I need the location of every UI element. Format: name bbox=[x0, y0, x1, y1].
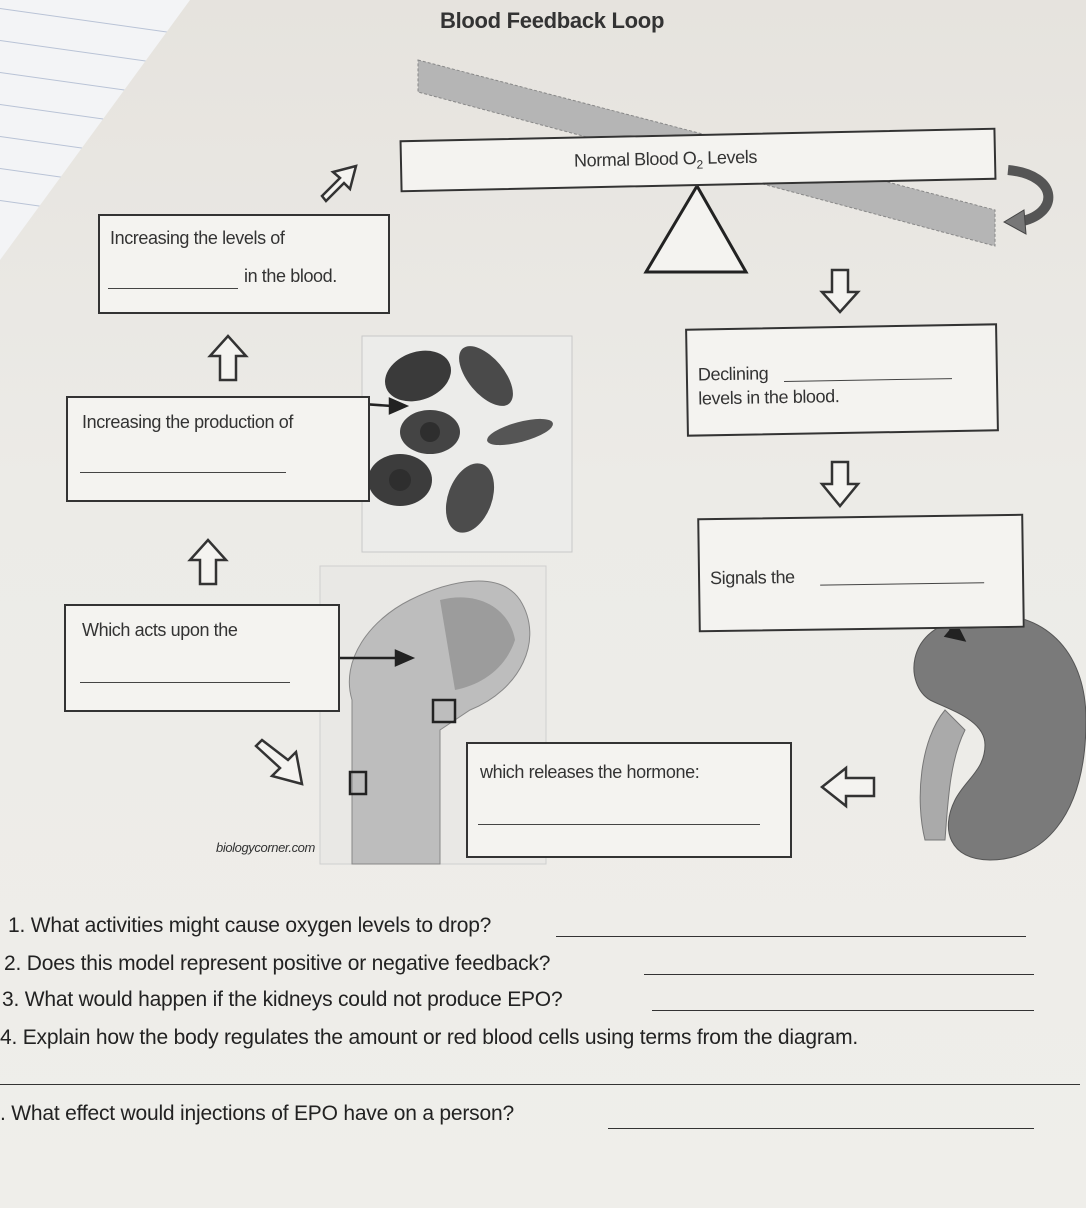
normal-levels-suffix: Levels bbox=[702, 146, 758, 168]
question-4: 4. Explain how the body regulates the amount or red blood cells using terms from the diagram. bbox=[0, 1026, 859, 1049]
triangle-fulcrum-icon bbox=[646, 186, 746, 272]
declining-label2: levels in the blood. bbox=[698, 386, 840, 409]
declining-blank[interactable] bbox=[784, 378, 952, 382]
answer-line-3[interactable] bbox=[652, 1010, 1034, 1011]
diagram-title: Blood Feedback Loop bbox=[440, 8, 665, 33]
normal-levels-label: Normal Blood O bbox=[573, 148, 697, 171]
answer-line-1[interactable] bbox=[556, 936, 1026, 937]
answer-line-2[interactable] bbox=[644, 974, 1034, 975]
increasing-levels-label: Increasing the levels of bbox=[110, 228, 285, 248]
question-5: . What effect would injections of EPO have on a person? bbox=[0, 1102, 514, 1125]
question-2: 2. Does this model represent positive or negative feedback? bbox=[4, 952, 551, 975]
kidney-image bbox=[914, 615, 1086, 860]
hormone-blank[interactable] bbox=[478, 824, 760, 825]
acts-upon-blank[interactable] bbox=[80, 682, 290, 683]
answer-line-4[interactable] bbox=[0, 1084, 1080, 1085]
question-1: 1. What activities might cause oxygen levels to drop? bbox=[8, 914, 492, 937]
increasing-levels-blank[interactable] bbox=[108, 288, 238, 289]
increasing-production-box bbox=[66, 396, 370, 502]
increasing-levels-box bbox=[98, 214, 390, 314]
increasing-levels-label2: in the blood. bbox=[244, 266, 337, 286]
production-blank[interactable] bbox=[80, 472, 286, 473]
acts-upon-box bbox=[64, 604, 340, 712]
credit-text: biologycorner.com bbox=[216, 840, 315, 855]
production-label: Increasing the production of bbox=[82, 412, 293, 432]
signals-box bbox=[697, 514, 1025, 633]
signals-label: Signals the bbox=[709, 566, 795, 589]
question-3: 3. What would happen if the kidneys could not produce EPO? bbox=[2, 988, 563, 1011]
normal-levels-subscript: 2 bbox=[696, 157, 703, 172]
signals-blank[interactable] bbox=[820, 582, 984, 585]
declining-levels-box bbox=[685, 323, 999, 436]
red-blood-cells-image bbox=[362, 336, 572, 552]
declining-label: Declining bbox=[697, 363, 769, 385]
acts-upon-label: Which acts upon the bbox=[82, 620, 238, 640]
hormone-label: which releases the hormone: bbox=[480, 762, 700, 782]
answer-line-5[interactable] bbox=[608, 1128, 1034, 1129]
curved-arrow-icon bbox=[1008, 170, 1048, 222]
hormone-box bbox=[466, 742, 792, 858]
